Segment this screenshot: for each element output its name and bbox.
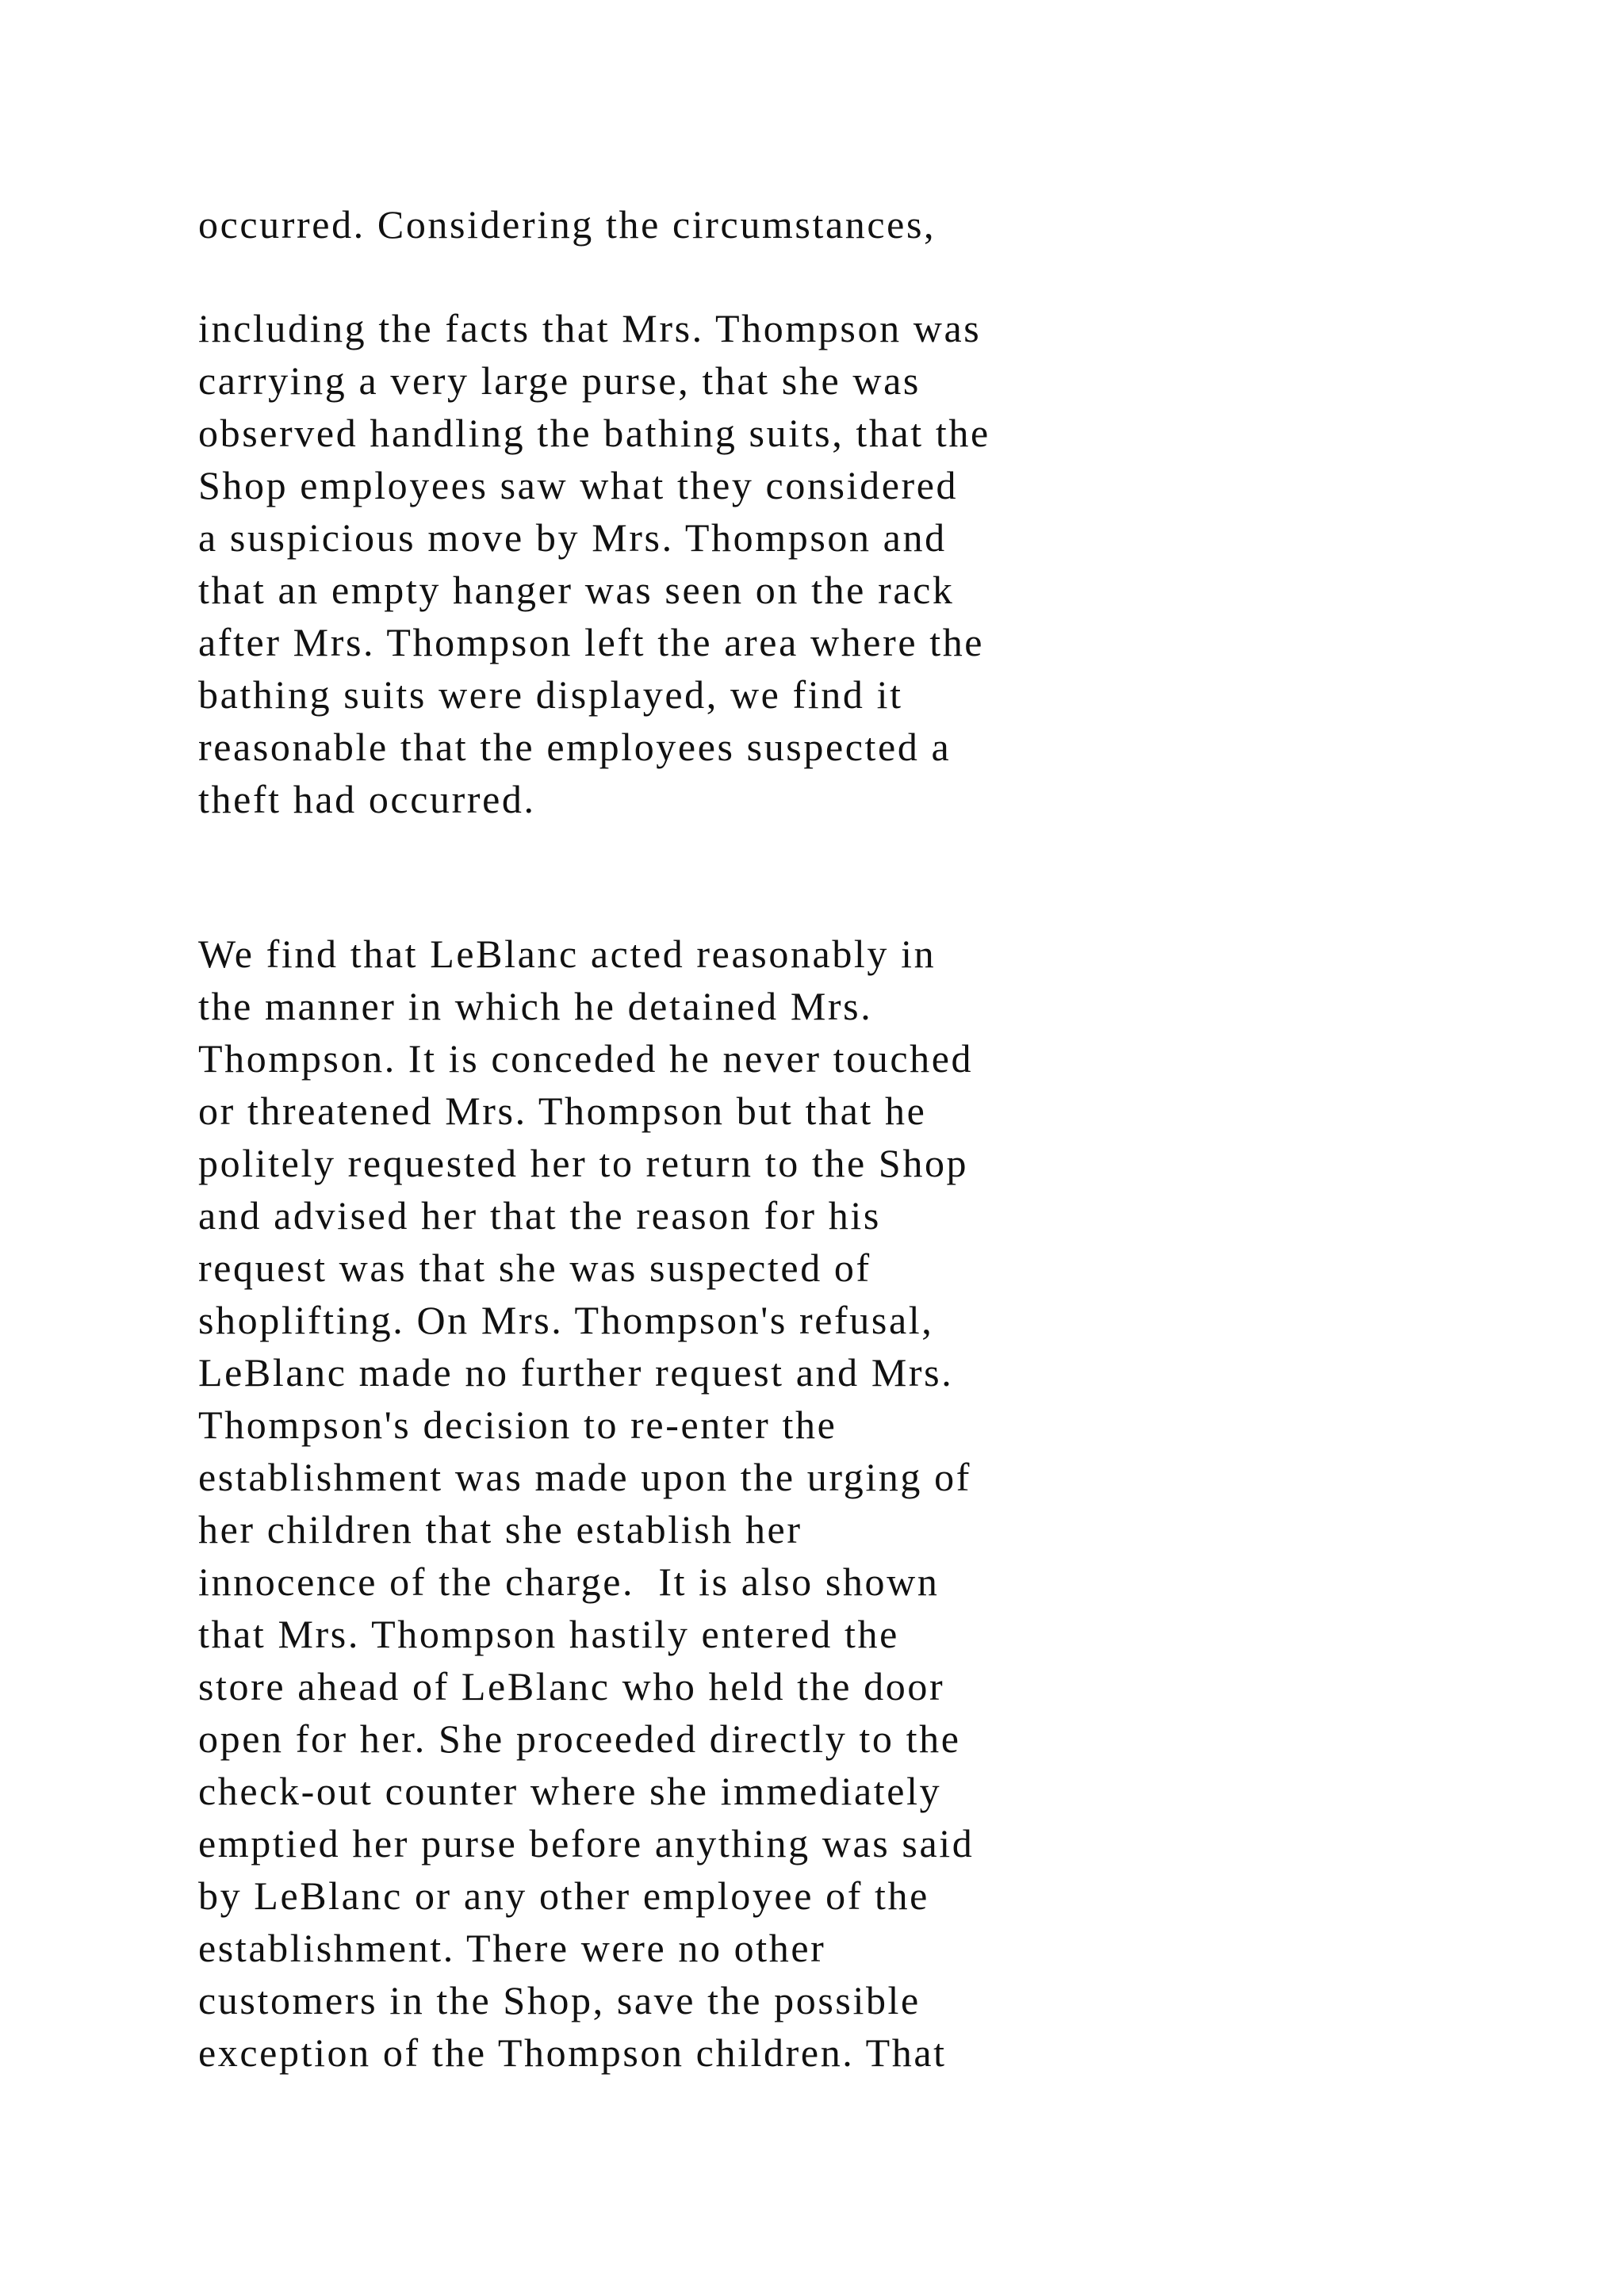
paragraph-3-line-3: Thompson. It is conceded he never touched xyxy=(198,1036,974,1081)
paragraph-3-line-4: or threatened Mrs. Thompson but that he xyxy=(198,1089,927,1133)
paragraph-3-line-16: open for her. She proceeded directly to the xyxy=(198,1716,961,1761)
paragraph-2-line-2: carrying a very large purse, that she was xyxy=(198,358,921,403)
paragraph-3-line-19: by LeBlanc or any other employee of the xyxy=(198,1873,929,1918)
paragraph-3-line-22: exception of the Thompson children. That xyxy=(198,2030,947,2075)
paragraph-3-line-10: Thompson's decision to re-enter the xyxy=(198,1402,837,1447)
paragraph-2-line-5: a suspicious move by Mrs. Thompson and xyxy=(198,515,947,560)
paragraph-3-line-2: the manner in which he detained Mrs. xyxy=(198,984,873,1028)
paragraph-2-line-4: Shop employees saw what they considered xyxy=(198,463,959,507)
paragraph-2-line-7: after Mrs. Thompson left the area where the xyxy=(198,620,985,664)
paragraph-3-line-14: that Mrs. Thompson hastily entered the xyxy=(198,1612,899,1656)
paragraph-3-line-17: check-out counter where she immediately xyxy=(198,1769,942,1813)
paragraph-3-line-1: We find that LeBlanc acted reasonably in xyxy=(198,932,936,976)
paragraph-3-line-5: politely requested her to return to the Shop xyxy=(198,1141,969,1185)
paragraph-3-line-8: shoplifting. On Mrs. Thompson's refusal, xyxy=(198,1298,934,1342)
paragraph-3-line-21: customers in the Shop, save the possible xyxy=(198,1978,921,2022)
paragraph-2-line-9: reasonable that the employees suspected a xyxy=(198,725,952,769)
paragraph-2-line-3: observed handling the bathing suits, that the xyxy=(198,411,990,455)
paragraph-3-line-6: and advised her that the reason for his xyxy=(198,1193,881,1238)
paragraph-2-line-1: including the facts that Mrs. Thompson was xyxy=(198,306,982,350)
paragraph-3-line-11: establishment was made upon the urging of xyxy=(198,1455,971,1499)
paragraph-3-line-12: her children that she establish her xyxy=(198,1507,802,1552)
paragraph-2-line-6: that an empty hanger was seen on the rack xyxy=(198,568,955,612)
paragraph-3-line-15: store ahead of LeBlanc who held the door xyxy=(198,1664,945,1709)
paragraph-3-line-20: establishment. There were no other xyxy=(198,1926,826,1970)
paragraph-3-line-18: emptied her purse before anything was said xyxy=(198,1821,975,1866)
paragraph-3-line-9: LeBlanc made no further request and Mrs. xyxy=(198,1350,954,1395)
paragraph-2-line-8: bathing suits were displayed, we find it xyxy=(198,672,903,717)
paragraph-1-line-1: occurred. Considering the circumstances, xyxy=(198,202,936,247)
paragraph-2-line-10: theft had occurred. xyxy=(198,777,536,821)
paragraph-3-line-13: innocence of the charge. It is also shown xyxy=(198,1559,940,1604)
paragraph-3-line-7: request was that she was suspected of xyxy=(198,1246,871,1290)
